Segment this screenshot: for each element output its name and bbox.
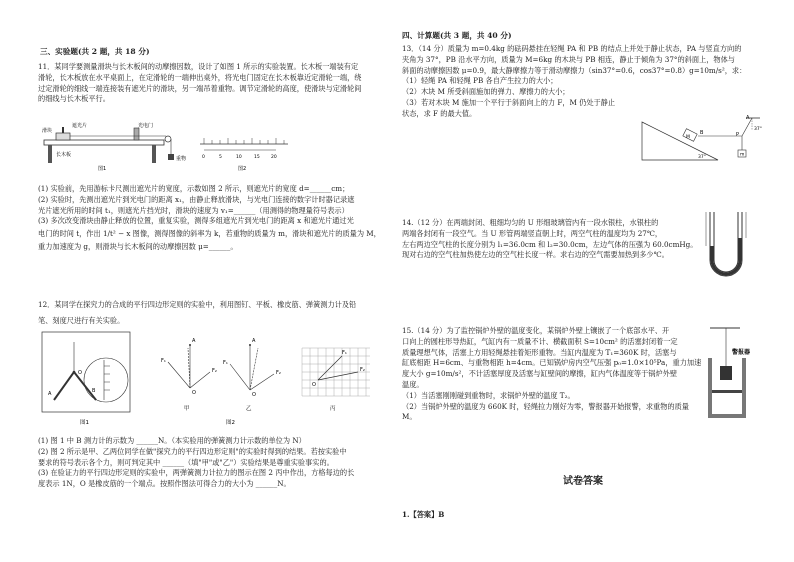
q12-line: 笔、刻度尺进行有关实验。: [38, 315, 125, 325]
photogate: [134, 128, 139, 140]
label-p: P: [736, 132, 740, 138]
q12-line: 12．某同学在探究力的合成的平行四边形定则的实验中，利用图钉、平板、橡皮筋、弹簧测力计及铅: [38, 300, 357, 309]
q15-line: 温度。: [402, 379, 424, 389]
q11-stem: [38, 62, 394, 105]
q12-sub-line: (1) 图 1 中 B 测力计的示数为 ______N。（本实验用的弹簧测力计示数的单位为 N）: [38, 436, 306, 445]
q13-line: 斜面的动摩擦因数 μ=0.9，最大静摩擦力等于滑动摩擦力（sin37°=0.6，cos37°=0.8）g=10m/s²，求：: [402, 65, 747, 75]
q11-line: 过定滑轮的细线一端连接装有遮光片的滑块，另一端吊着重物。调节定滑轮的高度，使滑块与定滑轮间: [38, 83, 362, 93]
section4-title: 四、计算题(共 3 题，共 40 分): [402, 31, 512, 40]
q15-line: 质量理想气体，活塞上方用轻绳悬挂着矩形重物。当缸内温度为 T₁=360K 时，活塞与: [402, 347, 677, 357]
q11-sub-line: 电门的时间 t，作出 1/t² − x 图像，测得图像的斜率为 k，若重物的质量为 m，滑块和遮光片的质量为 M，: [38, 229, 381, 239]
cylinder-bottom: [708, 414, 746, 418]
q14-line: 左右两边空气柱的长度分别为 l₁=36.0cm 和 l₂=30.0cm，左边气体的压强为 60.0cmHg。: [402, 239, 698, 249]
q15-line: 15.（14 分）为了监控锅炉外壁的温度变化，某锅炉外壁上镶嵌了一个底部水平、开: [402, 326, 670, 335]
label-alarm: 警报器: [732, 349, 751, 356]
q11-line: 的细线与长木板平行。: [38, 94, 110, 104]
label-angle-bottom: 37°: [698, 155, 706, 160]
svg-text:F₂: F₂: [276, 370, 281, 376]
q11-line: 11．某同学要测量滑块与长木板间的动摩擦因数，设计了如图 1 所示的实验装置。长木板一端装有定: [38, 62, 359, 71]
label-b: B: [700, 130, 704, 136]
svg-text:O: O: [252, 392, 256, 398]
q13-line: （1）轻绳 PA 和轻绳 PB 各自产生拉力的大小；: [402, 76, 558, 86]
label-slider: 滑块: [42, 128, 53, 134]
q15-block: [402, 326, 702, 423]
q11-sub-line: (3) 多次改变滑块由静止释放的位置，重复实验，测得多组遮光片到光电门的距离 x 和遮光片通过光: [38, 216, 354, 226]
mercury-column: [712, 238, 740, 274]
q11-sub-line: (1) 实验前，先用游标卡尺测出遮光片的宽度，示数如图 2 所示，则遮光片的宽度 d=______cm；: [38, 184, 350, 193]
q13-line: 状态，求 F 的最大值。: [402, 108, 477, 118]
vernier-tick-label: 0: [202, 155, 205, 160]
svg-text:A: A: [192, 338, 196, 344]
u-tube-figure: [704, 208, 754, 280]
q15-line: （1）当活塞刚刚碰到重物时，求锅炉外壁的温度 T₂。: [402, 390, 575, 400]
q12-figure: [40, 330, 390, 430]
q15-line: 缸底相距 H=6cm、与重物相距 h=4cm。已知锅炉房内空气压强 p₀=1.0×10⁵Pa，重力加速: [402, 358, 702, 368]
q15-line: 口向上的圆柱形导热缸，气缸内有一质量不计、横截面积 S=10cm² 的活塞封闭着一定: [402, 336, 678, 346]
label-m: m: [740, 152, 745, 158]
table-leg: [48, 145, 52, 163]
q11-sub-line: (2) 实验时，先测出遮光片到光电门的距离 x₁，由静止释放滑块，与光电门连接的数字计时器记录遮: [38, 194, 355, 204]
weight-block: [168, 154, 174, 160]
label-shield: 遮光片: [72, 123, 88, 129]
q11-sub-line: 光片遮光所用的时间 t₁，则遮光片挡光时，滑块的速度为 v₁=______（用测得的物理量符号表示）: [38, 205, 349, 215]
q15-line: （2）当锅炉外壁的温度为 660K 时，轻绳拉力刚好为零，警报器开始报警，求重物的质量 M。: [402, 401, 689, 422]
pulley: [165, 136, 171, 142]
q12-sub-line: 要求的符号表示各个力，则可判定其中 ______（填"甲"或"乙"）实验结果是尊重实验事实的。: [38, 457, 334, 467]
caption-fig1: 图1: [98, 166, 107, 172]
vernier-tick-label: 15: [254, 155, 260, 160]
label-yi: 乙: [246, 406, 252, 412]
q14-block: [402, 218, 702, 261]
q14-line: 现对右边的空气柱加热使左边的空气柱长度一样。求右边的空气需要加热到多少℃。: [402, 250, 669, 260]
u-tube: [712, 212, 740, 274]
q14-line: 14.（12 分）在两端封闭、粗细均匀的 U 形细玻璃管内有一段水银柱，水银柱的: [402, 218, 659, 227]
q11-line: 滑轮，长木板放在水平桌面上，在定滑轮的一端伸出桌外，将光电门固定在长木板靠近定滑轮一端，绕: [38, 72, 362, 82]
piston: [712, 390, 742, 393]
q12-sub-line: 度表示 1N，O 是橡皮筋的一个端点。按照作图法可得合力的大小为 ______N。: [38, 479, 291, 489]
weight-q15: [720, 366, 732, 380]
caption-fig12-2: 图2: [226, 420, 235, 426]
q12-stem: [38, 300, 394, 327]
svg-text:O: O: [312, 382, 316, 388]
label-bing: 丙: [330, 406, 336, 412]
vernier-tick-label: 5: [219, 155, 222, 160]
label-weight: 重物: [176, 156, 187, 162]
svg-text:A: A: [48, 391, 52, 397]
q11-figure: [42, 122, 292, 174]
svg-text:B: B: [92, 388, 96, 394]
q13-line: （3）若对木块 M 施加一个平行于斜面向上的力 F，M 仍处于静止: [402, 97, 616, 107]
vernier-tick-label: 20: [271, 155, 277, 160]
q12-sub-line: (2) 图 2 所示是甲、乙两位同学在做"探究力的平行四边形定则"的实验时得到的结果。若按实验中: [38, 446, 347, 456]
light-shield: [62, 127, 64, 133]
slider-block: [56, 133, 70, 140]
q13-line: 夹角为 37°，PB 沿水平方向，质量为 M=6kg 的木块与 PB 相连，静止于倾角为 37°的斜面上，物体与: [402, 54, 735, 64]
caption-fig12-1: 图1: [80, 420, 89, 426]
q14-line: 两端各封闭有一段空气。当 U 形管两端竖直朝上时，两空气柱的温度均为 27℃，: [402, 228, 663, 238]
long-board: [44, 140, 164, 145]
svg-text:F₁: F₁: [223, 360, 228, 366]
section3-title: 三、实验题(共 2 题，共 18 分): [40, 47, 150, 56]
table-leg: [152, 145, 156, 163]
q11-sub-line: 重力加速度为 g，则滑块与长木板间的动摩擦因数 μ=______。: [38, 241, 238, 251]
q13-line: （2）木块 M 所受斜面施加的弹力、摩擦力的大小；: [402, 87, 570, 97]
svg-text:F₂: F₂: [212, 368, 217, 374]
label-angle-top: 37°: [754, 127, 762, 132]
label-board: 长木板: [56, 152, 72, 158]
alarm-figure: [706, 322, 766, 422]
svg-text:A: A: [252, 338, 256, 344]
q11-subquestions: [38, 184, 394, 253]
q15-line: 度大小 g=10m/s²，不计活塞厚度及活塞与缸壁间的摩擦，缸内气体温度等于锅炉外壁: [402, 369, 678, 379]
svg-text:O: O: [78, 370, 82, 376]
svg-text:F₂: F₂: [360, 367, 365, 373]
q13-figure: [638, 114, 766, 170]
svg-text:M: M: [686, 135, 690, 140]
svg-text:O: O: [192, 390, 196, 396]
incline: [642, 122, 718, 160]
svg-text:F₁: F₁: [161, 358, 166, 364]
answer-1: 1.【答案】B: [402, 510, 445, 519]
wall-right: [742, 358, 746, 418]
q12-subquestions: [38, 436, 394, 490]
q13-line: 13．（14 分）质量为 m=0.4kg 的砝码悬挂在轻绳 PA 和 PB 的结点上并处于静止状态，PA 与竖直方向的: [402, 44, 742, 53]
caption-fig2: 图2: [238, 166, 247, 172]
answers-title: 试卷答案: [563, 476, 603, 487]
q12-sub-line: (3) 在验证力的平行四边形定则的实验中，两弹簧测力计拉力的图示在图 2 丙中作出，方格每边的长: [38, 468, 355, 478]
label-photogate: 光电门: [138, 123, 154, 129]
vernier-tick-label: 10: [236, 155, 242, 160]
block-m-big: [683, 129, 697, 142]
caliper-ticks: [204, 138, 284, 144]
svg-text:F₁: F₁: [342, 350, 347, 356]
q13-block: [402, 44, 764, 120]
label-a: A: [746, 115, 750, 121]
wall-left: [708, 358, 712, 418]
label-jia: 甲: [184, 406, 190, 412]
